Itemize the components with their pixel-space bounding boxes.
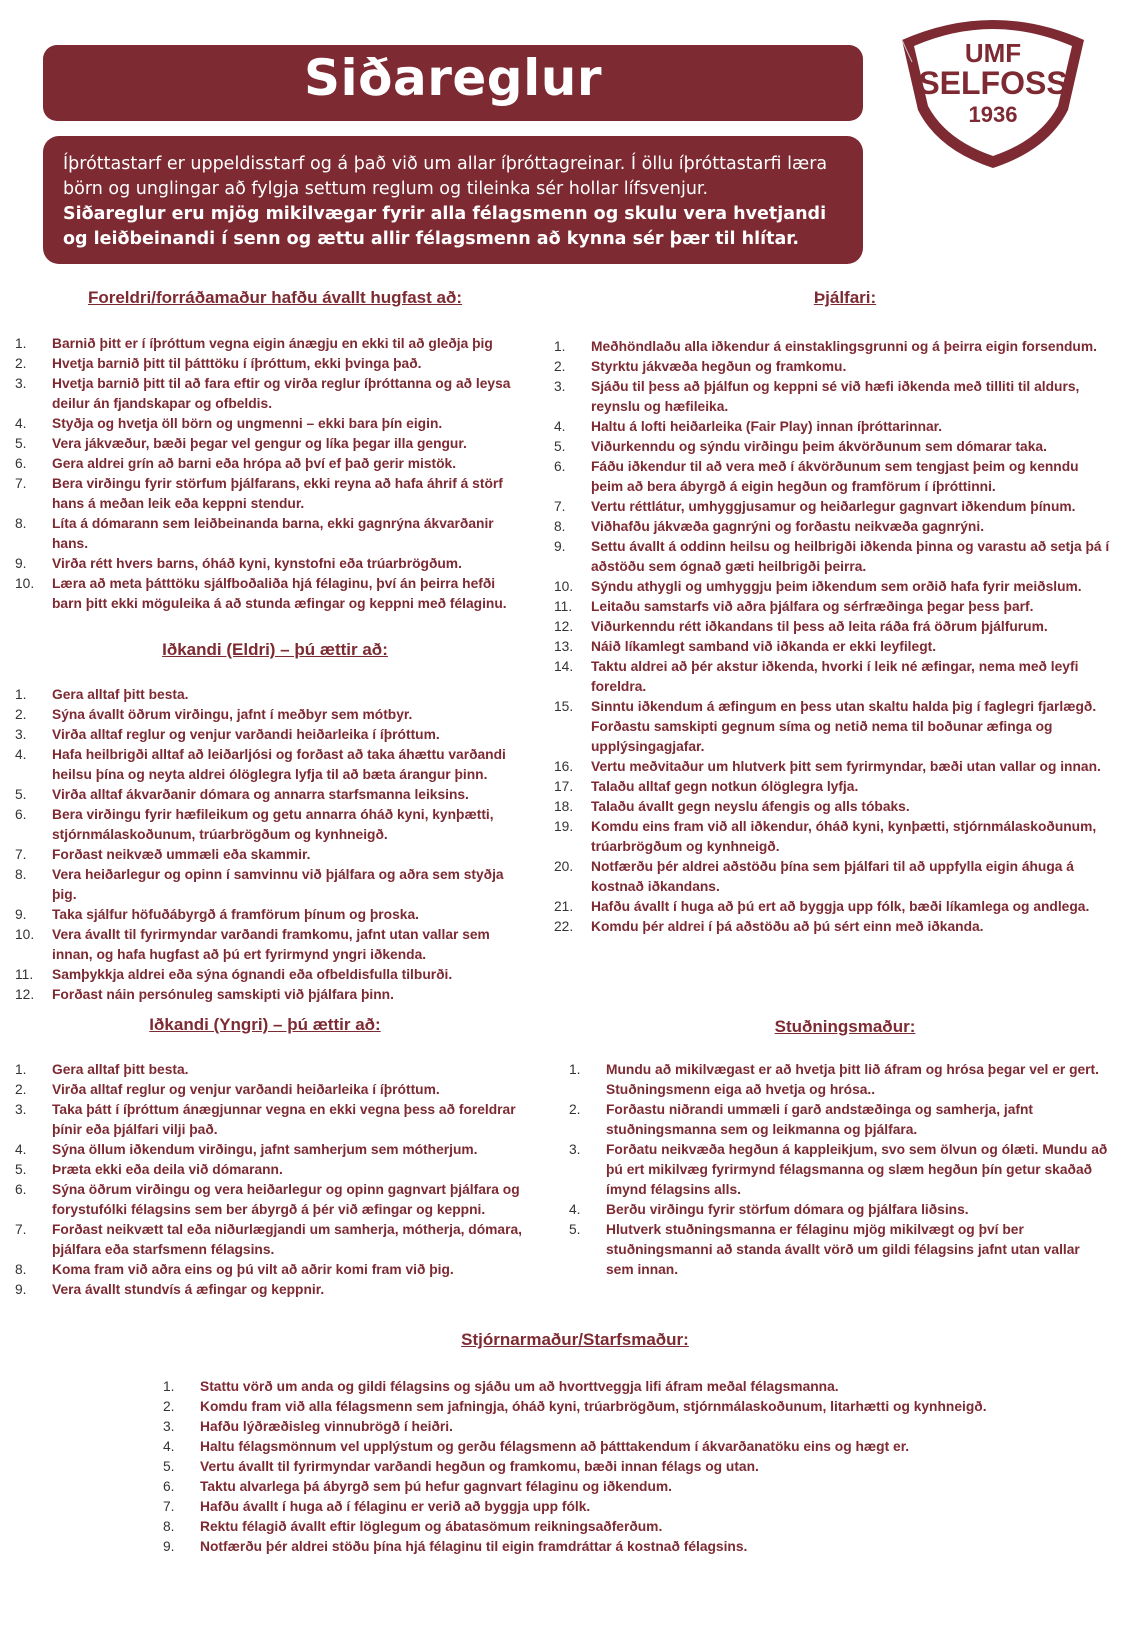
item-text: Vertu ávallt til fyrirmyndar varðandi hegðun og framkomu, bæði innan félags og utan. [200, 1459, 759, 1474]
list-item [15, 1080, 525, 1100]
item-text: Styrktu jákvæða hegðun og framkomu. [591, 359, 847, 374]
item-text: Koma fram við aðra eins og þú vilt að aðrir komi fram við þig. [52, 1262, 454, 1277]
item-text: Hvetja barnið þitt til að fara eftir og virða reglur íþróttanna og að leysa deilur án fjandskapar og ofbeldis. [52, 376, 511, 411]
item-text: Talaðu ávallt gegn neyslu áfengis og alls tóbaks. [591, 799, 910, 814]
list-item [15, 705, 525, 725]
item-number: 4. [569, 1202, 581, 1217]
item-text: Vera heiðarlegur og opinn í samvinnu við þjálfara og aðra sem styðja þig. [52, 867, 504, 902]
item-number: 20. [554, 859, 574, 874]
list-item [15, 1060, 525, 1080]
item-number: 6. [15, 456, 27, 471]
item-text: Taktu aldrei að þér akstur iðkenda, hvorki í leik né æfingar, nema með leyfi foreldra. [591, 659, 1079, 694]
logo-line1: UMF [964, 38, 1022, 68]
item-text: Náið líkamlegt samband við iðkanda er ekki leyfilegt. [591, 639, 937, 654]
list-item [15, 374, 515, 414]
item-text: Haltu félagsmönnum vel upplýstum og gerðu félagsmenn að þátttakendum í ákvarðanatöku eins og hægt er. [200, 1439, 910, 1454]
item-text: Sýna öllum iðkendum virðingu, jafnt samherjum sem mótherjum. [52, 1142, 478, 1157]
item-text: Vertu meðvitaður um hlutverk þitt sem fyrirmyndar, bæði utan vallar og innan. [591, 759, 1101, 774]
list-item [15, 685, 525, 705]
item-text: Forðast neikvætt tal eða niðurlægjandi um samherja, mótherja, dómara, þjálfara eða starfsmenn félagsins. [52, 1222, 522, 1257]
list-item [163, 1397, 1103, 1417]
list-item [554, 657, 1112, 697]
item-text: Taktu alvarlega þá ábyrgð sem þú hefur gagnvart félaginu og iðkendum. [200, 1479, 672, 1494]
item-number: 8. [163, 1519, 175, 1534]
item-number: 9. [554, 539, 566, 554]
list-item [15, 414, 515, 434]
list-item [15, 845, 525, 865]
list-item [554, 637, 1112, 657]
item-text: Bera virðingu fyrir hæfileikum og getu annarra óháð kyni, kynþætti, stjórnmálaskoðunum, trúarbrögðum og kynhneigð. [52, 807, 494, 842]
item-number: 5. [15, 436, 27, 451]
item-text: Samþykkja aldrei eða sýna ógnandi eða ofbeldisfulla tilburði. [52, 967, 453, 982]
item-number: 9. [15, 556, 27, 571]
list-item [15, 1260, 525, 1280]
heading-thjalfari: Þjálfari: [813, 288, 877, 307]
list-item [554, 797, 1112, 817]
list-item [554, 457, 1112, 497]
item-text: Taka sjálfur höfuðábyrgð á framförum þínum og þroska. [52, 907, 419, 922]
item-number: 1. [15, 687, 27, 702]
item-number: 7. [15, 847, 27, 862]
item-number: 10. [15, 576, 35, 591]
item-text: Barnið þitt er í íþróttum vegna eigin ánægju en ekki til að gleðja þig [52, 336, 493, 351]
item-number: 8. [15, 516, 27, 531]
item-number: 6. [554, 459, 566, 474]
item-number: 3. [15, 727, 27, 742]
item-number: 5. [15, 787, 27, 802]
list-idkandi-eldri [15, 685, 525, 1005]
list-item [15, 745, 525, 785]
item-text: Fáðu iðkendur til að vera með í ákvörðunum sem tengjast þeim og kenndu þeim að bera ábyrgð á eigin hegðun og framförum í íþróttinni. [591, 459, 1079, 494]
list-item [15, 1220, 525, 1260]
item-number: 6. [15, 807, 27, 822]
list-item [15, 905, 525, 925]
item-number: 3. [163, 1419, 175, 1434]
item-text: Talaðu alltaf gegn notkun ólöglegra lyfja. [591, 779, 859, 794]
heading-idkandi-eldri: Iðkandi (Eldri) – þú ættir að: [162, 640, 388, 659]
list-item [554, 697, 1112, 757]
list-item [163, 1437, 1103, 1457]
item-number: 6. [15, 1182, 27, 1197]
item-text: Berðu virðingu fyrir störfum dómara og þjálfara liðsins. [606, 1202, 969, 1217]
list-item [15, 574, 515, 614]
intro-paragraph-1: Íþróttastarf er uppeldisstarf og á það við um allar íþróttagreinar. Í öllu íþróttastarfi læra börn og unglingar að fylgja settum reglum og tileinka sér hollar lífsvenjur. [63, 154, 828, 199]
intro-box [43, 136, 863, 264]
list-item [15, 725, 525, 745]
list-item [15, 354, 515, 374]
item-text: Mundu að mikilvægast er að hvetja þitt lið áfram og hrósa þegar vel er gert. Stuðningsmenn eiga að hvetja og hrósa.. [606, 1062, 1099, 1097]
item-text: Taka þátt í íþróttum ánægjunnar vegna en ekki vegna þess að foreldrar þínir eða þjálfari vilji það. [52, 1102, 516, 1137]
item-number: 12. [554, 619, 574, 634]
item-number: 1. [554, 339, 566, 354]
list-item [554, 577, 1112, 597]
item-number: 8. [554, 519, 566, 534]
item-text: Vera ávallt til fyrirmyndar varðandi framkomu, jafnt utan vallar sem innan, og hafa hugfast að þú ert fyrirmynd yngri iðkenda. [52, 927, 490, 962]
item-number: 4. [554, 419, 566, 434]
list-item [163, 1377, 1103, 1397]
list-item [554, 357, 1112, 377]
list-item [554, 377, 1112, 417]
item-text: Forðast neikvæð ummæli eða skammir. [52, 847, 311, 862]
item-number: 10. [15, 927, 35, 942]
list-item [569, 1220, 1109, 1280]
item-number: 17. [554, 779, 574, 794]
item-number: 3. [554, 379, 566, 394]
item-text: Virða alltaf ákvarðanir dómara og annarra starfsmanna leiksins. [52, 787, 469, 802]
item-text: Settu ávallt á oddinn heilsu og heilbrigði iðkenda þinna og varastu að setja þá í aðstöðu sem ógnað gæti heilbrigði þeirra. [591, 539, 1110, 574]
item-text: Vertu réttlátur, umhyggjusamur og heiðarlegur gagnvart iðkendum þínum. [591, 499, 1076, 514]
item-text: Haltu á lofti heiðarleika (Fair Play) innan íþróttarinnar. [591, 419, 943, 434]
item-number: 4. [15, 416, 27, 431]
item-text: Komdu fram við alla félagsmenn sem jafningja, óháð kyni, trúarbrögðum, stjórnmálaskoðunum, litarhætti og kynhneigð. [200, 1399, 987, 1414]
list-item [163, 1457, 1103, 1477]
list-item [554, 857, 1112, 897]
list-item [15, 1280, 525, 1300]
list-item [15, 805, 525, 845]
item-text: Virða alltaf reglur og venjur varðandi heiðarleika í íþróttum. [52, 727, 440, 742]
list-item [163, 1537, 1103, 1557]
item-number: 12. [15, 987, 35, 1002]
item-text: Þræta ekki eða deila við dómarann. [52, 1162, 283, 1177]
list-item [554, 817, 1112, 857]
item-text: Sinntu iðkendum á æfingum en þess utan skaltu halda þig í faglegri fjarlægð. Forðastu samskipti gegnum síma og netið nema til boðunar æfinga og upplýsingagjafar. [591, 699, 1097, 754]
item-number: 6. [163, 1479, 175, 1494]
list-item [15, 985, 525, 1005]
item-text: Hvetja barnið þitt til þátttöku í íþróttum, ekki þvinga það. [52, 356, 422, 371]
list-stjornarmadur [163, 1377, 1103, 1557]
list-item [554, 417, 1112, 437]
item-text: Virða alltaf reglur og venjur varðandi heiðarleika í íþróttum. [52, 1082, 440, 1097]
item-number: 3. [15, 1102, 27, 1117]
item-number: 9. [15, 1282, 27, 1297]
list-item [554, 497, 1112, 517]
item-text: Hafðu ávallt í huga að í félaginu er verið að byggja upp fólk. [200, 1499, 591, 1514]
item-text: Meðhöndlaðu alla iðkendur á einstaklingsgrunni og á þeirra eigin forsendum. [591, 339, 1097, 354]
item-number: 10. [554, 579, 574, 594]
list-item [569, 1100, 1109, 1140]
umf-selfoss-logo [898, 10, 1088, 170]
item-number: 1. [569, 1062, 581, 1077]
item-number: 21. [554, 899, 574, 914]
item-text: Komdu þér aldrei í þá aðstöðu að þú sért einn með iðkanda. [591, 919, 984, 934]
item-text: Styðja og hvetja öll börn og ungmenni – ekki bara þín eigin. [52, 416, 443, 431]
item-text: Læra að meta þátttöku sjálfboðaliða hjá félaginu, því án þeirra hefði barn þitt ekki möguleika á að stunda æfingar og keppni með félaginu. [52, 576, 507, 611]
list-item [163, 1477, 1103, 1497]
list-item [163, 1417, 1103, 1437]
item-number: 9. [163, 1539, 175, 1554]
item-text: Hlutverk stuðningsmanna er félaginu mjög mikilvægt og því ber stuðningsmanni að standa ávallt vörð um gildi félagsins jafnt utan vallar sem innan. [606, 1222, 1080, 1277]
list-item [554, 777, 1112, 797]
item-text: Komdu eins fram við all iðkendur, óháð kyni, kynþætti, stjórnmálaskoðunum, trúarbrögðum og kynhneigð. [591, 819, 1097, 854]
item-number: 2. [15, 707, 27, 722]
item-number: 9. [15, 907, 27, 922]
list-item [15, 785, 525, 805]
item-number: 5. [163, 1459, 175, 1474]
list-item [163, 1497, 1103, 1517]
item-number: 8. [15, 1262, 27, 1277]
item-text: Forðatu neikvæða hegðun á kappleikjum, svo sem ölvun og ólæti. Mundu að þú ert mikilvæg fyrirmynd félagsmanna og slæm hegðun þín getur skaðað ímynd félagsins alls. [606, 1142, 1108, 1197]
item-text: Hafðu lýðræðisleg vinnubrögð í heiðri. [200, 1419, 453, 1434]
list-item [15, 1180, 525, 1220]
item-text: Viðurkenndu rétt iðkandans til þess að leita ráða frá öðrum þjálfurum. [591, 619, 1048, 634]
item-number: 5. [15, 1162, 27, 1177]
heading-idkandi-yngri: Iðkandi (Yngri) – þú ættir að: [149, 1015, 381, 1034]
item-number: 2. [15, 1082, 27, 1097]
item-number: 4. [15, 747, 27, 762]
item-text: Rektu félagið ávallt eftir löglegum og ábatasömum reikningsaðferðum. [200, 1519, 663, 1534]
item-text: Sýna öðrum virðingu og vera heiðarlegur og opinn gagnvart þjálfara og forystufólki félagsins sem ber ábyrgð á þér við æfingar og keppni. [52, 1182, 520, 1217]
heading-stjornarmadur: Stjórnarmaður/Starfsmaður: [461, 1330, 689, 1349]
item-number: 7. [15, 476, 27, 491]
item-number: 2. [569, 1102, 581, 1117]
item-text: Gera alltaf þitt besta. [52, 687, 189, 702]
list-studningsmadur [569, 1060, 1109, 1280]
list-item [15, 454, 515, 474]
list-item [15, 1160, 525, 1180]
list-item [15, 965, 525, 985]
item-text: Líta á dómarann sem leiðbeinanda barna, ekki gagnrýna ákvarðanir hans. [52, 516, 494, 551]
list-item [163, 1517, 1103, 1537]
list-item [569, 1060, 1109, 1100]
item-number: 11. [554, 599, 573, 614]
item-number: 7. [15, 1222, 27, 1237]
list-item [15, 1140, 525, 1160]
item-number: 2. [163, 1399, 175, 1414]
list-foreldri [15, 334, 515, 614]
item-number: 7. [554, 499, 566, 514]
item-number: 13. [554, 639, 574, 654]
list-item [554, 597, 1112, 617]
list-item [15, 514, 515, 554]
list-item [15, 865, 525, 905]
item-number: 1. [15, 1062, 27, 1077]
item-text: Stattu vörð um anda og gildi félagsins og sjáðu um að hvorttveggja lifi áfram meðal félagsmanna. [200, 1379, 839, 1394]
list-item [554, 897, 1112, 917]
item-text: Sýndu athygli og umhyggju þeim iðkendum sem orðið hafa fyrir meiðslum. [591, 579, 1082, 594]
list-thjalfari [554, 337, 1112, 937]
item-number: 7. [163, 1499, 175, 1514]
logo-line3: 1936 [968, 102, 1018, 127]
list-item [569, 1200, 1109, 1220]
item-text: Viðhafðu jákvæða gagnrýni og forðastu neikvæða gagnrýni. [591, 519, 985, 534]
item-number: 22. [554, 919, 574, 934]
item-number: 4. [15, 1142, 27, 1157]
list-idkandi-yngri [15, 1060, 525, 1300]
item-text: Sýna ávallt öðrum virðingu, jafnt í meðbyr sem mótbyr. [52, 707, 413, 722]
item-text: Virða rétt hvers barns, óháð kyni, kynstofni eða trúarbrögðum. [52, 556, 462, 571]
logo-line2: SELFOSS [918, 65, 1068, 101]
list-item [15, 925, 525, 965]
item-number: 2. [15, 356, 27, 371]
title-banner [43, 45, 863, 121]
list-item [554, 517, 1112, 537]
list-item [15, 474, 515, 514]
item-number: 1. [163, 1379, 175, 1394]
item-text: Bera virðingu fyrir störfum þjálfarans, ekki reyna að hafa áhrif á störf hans á meðan leik eða keppni stendur. [52, 476, 503, 511]
list-item [15, 554, 515, 574]
list-item [554, 537, 1112, 577]
item-number: 8. [15, 867, 27, 882]
item-number: 1. [15, 336, 27, 351]
item-number: 4. [163, 1439, 175, 1454]
list-item [569, 1140, 1109, 1200]
list-item [554, 337, 1112, 357]
item-number: 19. [554, 819, 574, 834]
item-text: Gera aldrei grín að barni eða hrópa að því ef það gerir mistök. [52, 456, 457, 471]
item-number: 11. [15, 967, 34, 982]
list-item [554, 917, 1112, 937]
item-text: Vera ávallt stundvís á æfingar og keppnir. [52, 1282, 325, 1297]
item-number: 16. [554, 759, 574, 774]
item-number: 5. [554, 439, 566, 454]
item-text: Leitaðu samstarfs við aðra þjálfara og sérfræðinga þegar þess þarf. [591, 599, 1034, 614]
item-text: Viðurkenndu og sýndu virðingu þeim ákvörðunum sem dómarar taka. [591, 439, 1047, 454]
item-number: 18. [554, 799, 574, 814]
item-text: Hafa heilbrigði alltaf að leiðarljósi og forðast að taka áhættu varðandi heilsu þína og neyta aldrei ólöglegra lyfja til að bæta árangur þinn. [52, 747, 506, 782]
item-number: 14. [554, 659, 574, 674]
item-text: Notfærðu þér aldrei aðstöðu þína sem þjálfari til að uppfylla eigin áhuga á kostnað iðkandans. [591, 859, 1074, 894]
item-text: Hafðu ávallt í huga að þú ert að byggja upp fólk, bæði líkamlega og andlega. [591, 899, 1090, 914]
list-item [15, 334, 515, 354]
intro-text [63, 152, 853, 252]
item-number: 3. [15, 376, 27, 391]
list-item [554, 617, 1112, 637]
item-text: Sjáðu til þess að þjálfun og keppni sé við hæfi iðkenda með tilliti til aldurs, reynslu og hæfileika. [591, 379, 1080, 414]
item-number: 15. [554, 699, 574, 714]
item-text: Forðast náin persónuleg samskipti við þjálfara þinn. [52, 987, 394, 1002]
item-text: Gera alltaf þitt besta. [52, 1062, 189, 1077]
list-item [554, 757, 1112, 777]
item-number: 2. [554, 359, 566, 374]
item-text: Notfærðu þér aldrei stöðu þína hjá félaginu til eigin framdráttar á kostnað félagsins. [200, 1539, 748, 1554]
intro-paragraph-2: Siðareglur eru mjög mikilvægar fyrir alla félagsmenn og skulu vera hvetjandi og leiðbeinandi í senn og ættu allir félagsmenn að kynna sér þær til hlítar. [63, 204, 827, 249]
item-text: Vera jákvæður, bæði þegar vel gengur og líka þegar illa gengur. [52, 436, 467, 451]
item-number: 3. [569, 1142, 581, 1157]
item-number: 5. [569, 1222, 581, 1237]
list-item [15, 434, 515, 454]
page-title: Siðareglur [304, 49, 602, 107]
list-item [554, 437, 1112, 457]
item-text: Forðastu niðrandi ummæli í garð andstæðinga og samherja, jafnt stuðningsmanna sem og leikmanna og þjálfara. [606, 1102, 1033, 1137]
heading-studningsmadur: Stuðningsmaður: [774, 1017, 916, 1036]
list-item [15, 1100, 525, 1140]
heading-foreldri: Foreldri/forráðamaður hafðu ávallt hugfast að: [87, 288, 463, 307]
